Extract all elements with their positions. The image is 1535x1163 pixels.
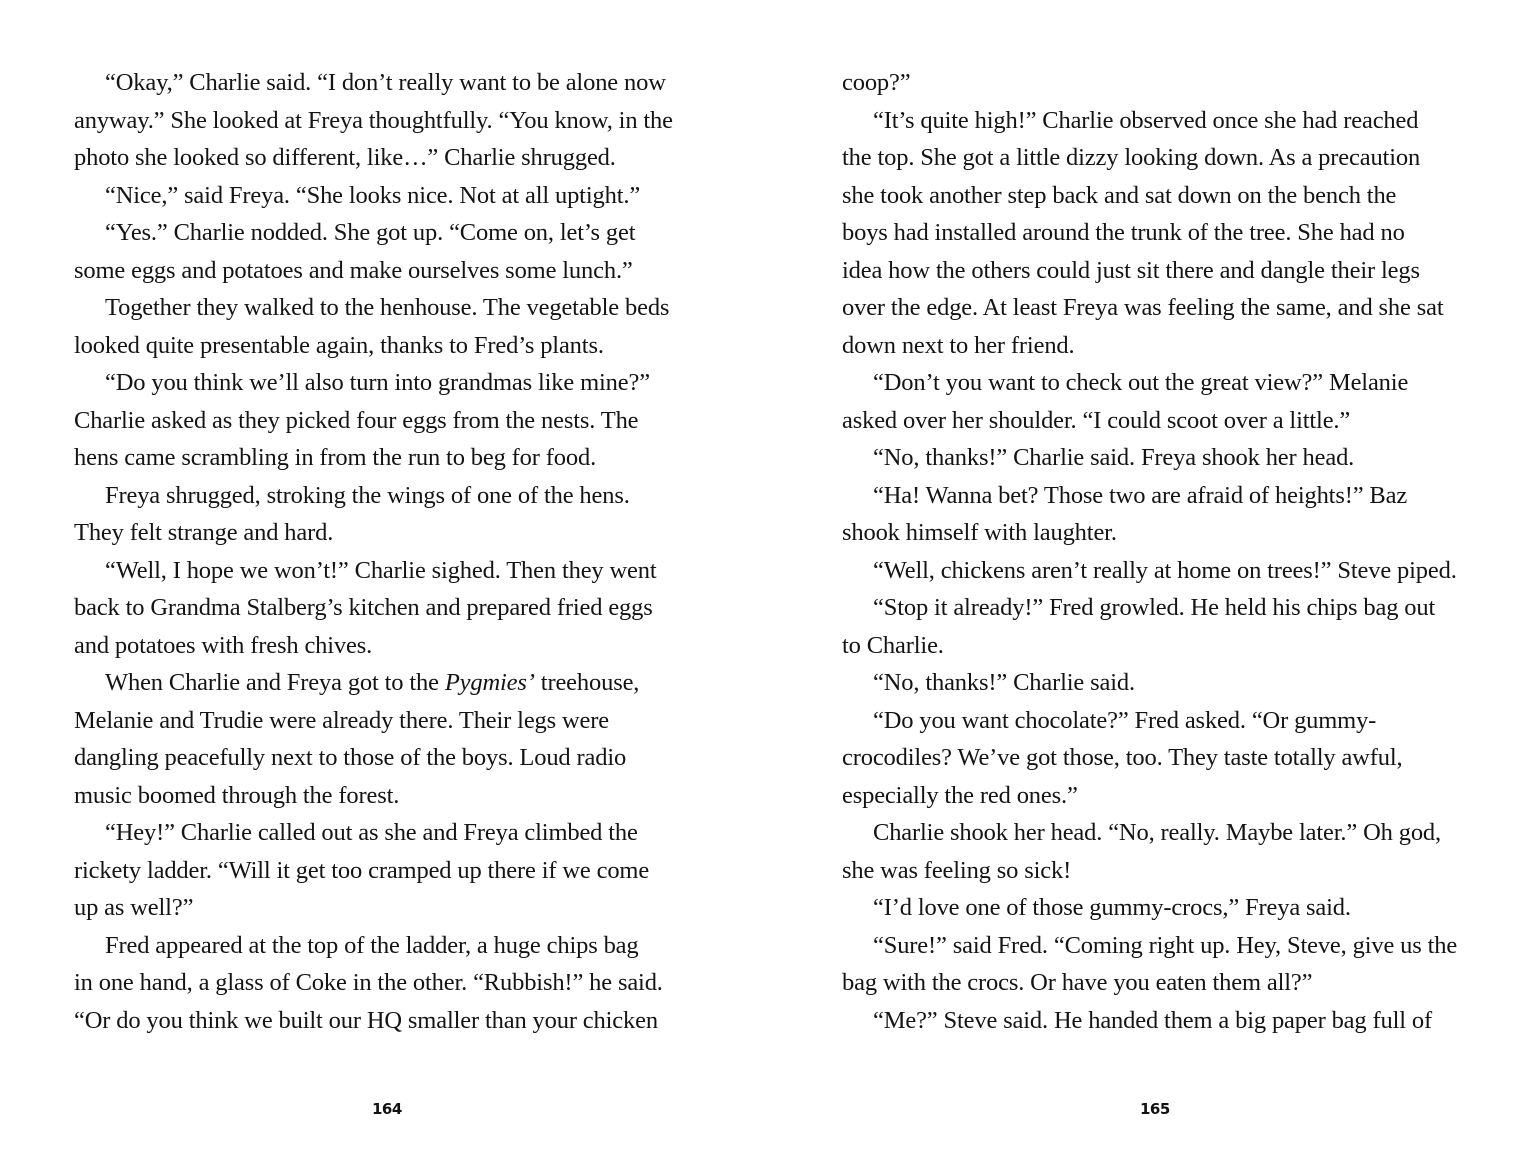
text-line: Fred appeared at the top of the ladder, a huge chips bag bbox=[105, 931, 639, 959]
text-line: up as well?” bbox=[74, 894, 194, 921]
text-line: They felt strange and hard. bbox=[74, 519, 334, 546]
text-line: Charlie shook her head. “No, really. Maybe later.” Oh god, bbox=[873, 819, 1441, 846]
text-line: in one hand, a glass of Coke in the other. “Rubbish!” he said. bbox=[74, 969, 663, 996]
text-line: “Do you think we’ll also turn into grandmas like mine?” bbox=[105, 369, 650, 396]
text-line: to Charlie. bbox=[842, 631, 944, 659]
right-page-text bbox=[842, 64, 1535, 1039]
text-line: “Stop it already!” Fred growled. He held his chips bag out bbox=[873, 594, 1436, 621]
text-line: “It’s quite high!” Charlie observed once she had reached bbox=[873, 106, 1419, 134]
text-line: especially the red ones.” bbox=[842, 781, 1078, 809]
text-line: “No, thanks!” Charlie said. Freya shook her head. bbox=[873, 444, 1355, 471]
text-line: crocodiles? We’ve got those, too. They taste totally awful, bbox=[842, 744, 1403, 771]
right-page-number: 165 bbox=[1140, 1100, 1170, 1118]
text-line: shook himself with laughter. bbox=[842, 519, 1117, 546]
text-line: anyway.” She looked at Freya thoughtfully. “You know, in the bbox=[74, 106, 673, 134]
text-line: she took another step back and sat down on the bench the bbox=[842, 181, 1397, 209]
text-line: coop?” bbox=[842, 69, 911, 96]
text-line: “I’d love one of those gummy-crocs,” Freya said. bbox=[873, 894, 1351, 921]
text-line: photo she looked so different, like…” Charlie shrugged. bbox=[74, 144, 616, 171]
left-page-number: 164 bbox=[372, 1100, 402, 1118]
text-segment: treehouse, bbox=[534, 669, 640, 696]
text-line: “Okay,” Charlie said. “I don’t really want to be alone now bbox=[105, 69, 666, 96]
text-line: “Ha! Wanna bet? Those two are afraid of heights!” Baz bbox=[873, 481, 1408, 509]
text-line: looked quite presentable again, thanks to Fred’s plants. bbox=[74, 331, 604, 359]
text-line: bag with the crocs. Or have you eaten them all?” bbox=[842, 969, 1313, 996]
italic-text: Pygmies’ bbox=[444, 669, 535, 696]
text-line: boys had installed around the trunk of the tree. She had no bbox=[842, 219, 1405, 246]
text-line: music boomed through the forest. bbox=[74, 781, 400, 809]
text-line: and potatoes with fresh chives. bbox=[74, 631, 373, 659]
text-line: down next to her friend. bbox=[842, 331, 1075, 359]
left-page-text bbox=[74, 64, 774, 1039]
text-line: “No, thanks!” Charlie said. bbox=[873, 669, 1135, 696]
text-line: the top. She got a little dizzy looking down. As a precaution bbox=[842, 144, 1421, 171]
text-line: “Or do you think we built our HQ smaller than your chicken bbox=[74, 1006, 658, 1034]
text-line: “Yes.” Charlie nodded. She got up. “Come on, let’s get bbox=[105, 219, 636, 246]
text-line: “Me?” Steve said. He handed them a big paper bag full of bbox=[873, 1006, 1432, 1034]
text-line: some eggs and potatoes and make ourselves some lunch.” bbox=[74, 256, 633, 284]
text-line: “Well, chickens aren’t really at home on trees!” Steve piped. bbox=[873, 556, 1457, 584]
text-line: Melanie and Trudie were already there. Their legs were bbox=[74, 706, 610, 734]
text-line: “Don’t you want to check out the great view?” Melanie bbox=[873, 369, 1409, 396]
text-line: Together they walked to the henhouse. The vegetable beds bbox=[105, 294, 670, 321]
text-line: over the edge. At least Freya was feeling the same, and she sat bbox=[842, 294, 1444, 321]
text-line: Charlie asked as they picked four eggs from the nests. The bbox=[74, 406, 639, 434]
text-segment: When Charlie and Freya got to the bbox=[105, 669, 445, 696]
text-line bbox=[74, 664, 774, 702]
text-line: “Well, I hope we won’t!” Charlie sighed. Then they went bbox=[105, 556, 657, 584]
text-line: rickety ladder. “Will it get too cramped up there if we come bbox=[74, 856, 650, 884]
text-line: “Sure!” said Fred. “Coming right up. Hey, Steve, give us the bbox=[873, 931, 1458, 959]
text-line: Freya shrugged, stroking the wings of one of the hens. bbox=[105, 481, 630, 509]
text-line: “Nice,” said Freya. “She looks nice. Not at all uptight.” bbox=[105, 181, 641, 209]
text-line: “Do you want chocolate?” Fred asked. “Or gummy- bbox=[873, 706, 1377, 734]
text-line: asked over her shoulder. “I could scoot over a little.” bbox=[842, 406, 1351, 434]
text-line: idea how the others could just sit there and dangle their legs bbox=[842, 256, 1420, 284]
text-line: dangling peacefully next to those of the boys. Loud radio bbox=[74, 744, 627, 771]
text-line: she was feeling so sick! bbox=[842, 856, 1072, 884]
text-line: “Hey!” Charlie called out as she and Freya climbed the bbox=[105, 819, 638, 846]
text-line: hens came scrambling in from the run to beg for food. bbox=[74, 444, 597, 471]
text-line: back to Grandma Stalberg’s kitchen and prepared fried eggs bbox=[74, 594, 653, 621]
